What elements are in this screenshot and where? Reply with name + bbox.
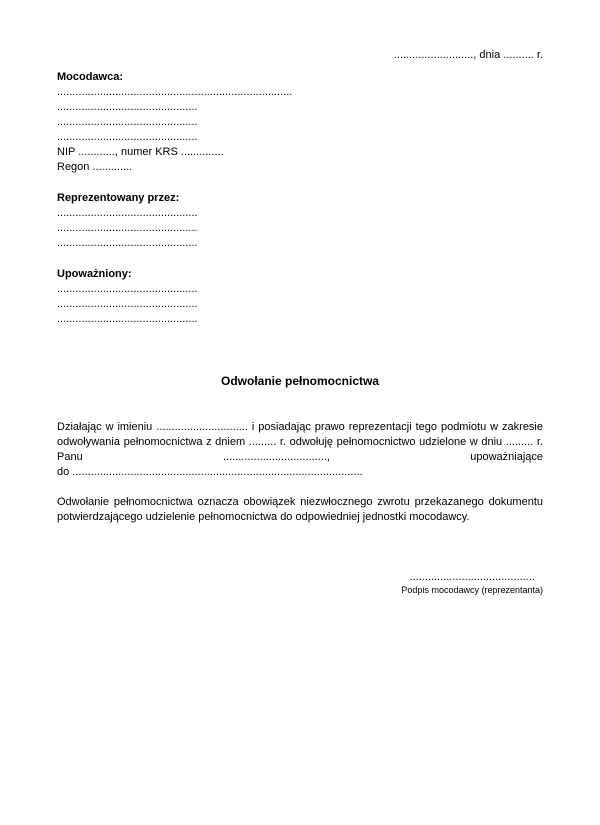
represented-by-fill-line: ..............................................: [57, 222, 198, 234]
principal-label: Mocodawca:: [57, 71, 124, 83]
principal-regon-line: Regon .............: [57, 161, 133, 173]
represented-by-fill-line: ..............................................: [57, 207, 198, 219]
represented-by-section: [57, 191, 543, 251]
authorized-fill-line: ..............................................: [57, 298, 198, 310]
authorized-fill-line: ..............................................: [57, 283, 198, 295]
paragraph-2: [57, 495, 543, 525]
document-title: Odwołanie pełnomocnictwa: [220, 374, 380, 388]
paragraph-1-line: odwoływania pełnomocnictwa z dniem ......... r. odwołuję pełnomocnictwo udzielone w dniu ......... r.: [57, 436, 543, 448]
authorized-label: Upoważniony:: [57, 268, 132, 280]
paragraph-2-line: Odwołanie pełnomocnictwa oznacza obowiązek niezwłocznego zwrotu przekazanego dokumentu: [57, 496, 543, 508]
signature-caption: Podpis mocodawcy (reprezentanta): [401, 585, 543, 595]
represented-by-label: Reprezentowany przez:: [57, 192, 180, 204]
paragraph-1-line: Działając w imieniu .............................. i posiadając prawo reprezentacji tego podmiotu w zakresie: [57, 421, 543, 433]
represented-by-fill-line: ..............................................: [57, 237, 198, 249]
authorized-fill-line: ..............................................: [57, 313, 198, 325]
signature-block: [401, 570, 543, 596]
paragraph-1-line: Panu .................................., upoważniające: [57, 451, 543, 463]
paragraph-1-line: do ...............................................................................................: [57, 466, 363, 478]
signature-line: .........................................: [409, 571, 535, 583]
authorized-section: [57, 267, 543, 327]
principal-fill-line: ..............................................: [57, 116, 198, 128]
principal-fill-line: .............................................................................: [57, 86, 293, 98]
paragraph-2-line: potwierdzającego udzielenie pełnomocnictwa do odpowiedniej jednostki mocodawcy.: [57, 511, 470, 523]
principal-section: [57, 70, 543, 175]
principal-nip-line: NIP ............, numer KRS ..............: [57, 146, 224, 158]
principal-fill-line: ..............................................: [57, 101, 198, 113]
paragraph-1: [57, 420, 543, 480]
principal-fill-line: ..............................................: [57, 131, 198, 143]
date-line: .........................., dnia .......... r.: [393, 49, 543, 61]
